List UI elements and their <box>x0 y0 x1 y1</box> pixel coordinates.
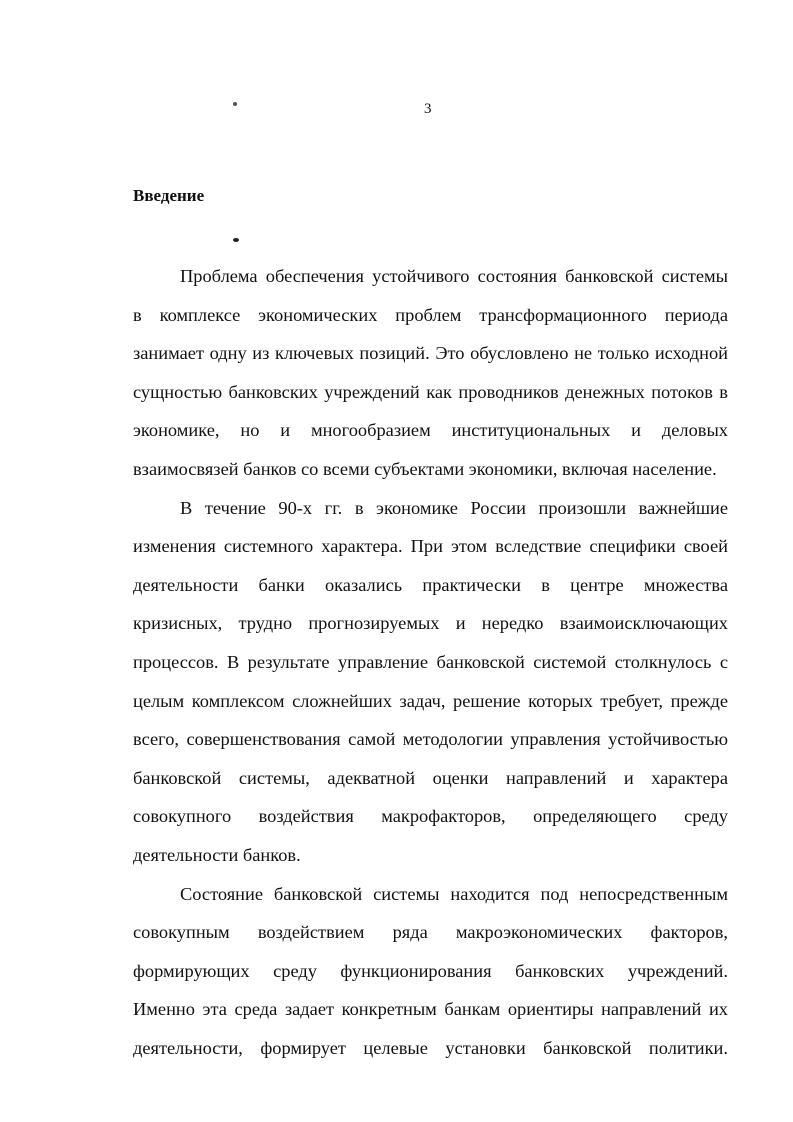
text-line: взаимосвязей банков со всеми субъектами экономики, включая население. <box>133 458 717 479</box>
text-line: изменения системного характера. При этом вследствие специфики своей <box>133 536 728 557</box>
text-line: деятельности банки оказались практически в центре множества <box>133 574 728 595</box>
text-line: деятельности, формирует целевые установки банковской политики. <box>133 1037 728 1058</box>
text-line: В течение 90-х гг. в экономике России произошли важнейшие <box>180 497 728 518</box>
document-body <box>133 257 728 1067</box>
text-line: банковской системы, адекватной оценки направлений и характера <box>133 767 728 788</box>
text-line: совокупным воздействием ряда макроэкономических факторов, <box>133 922 728 943</box>
text-line: экономике, но и многообразием институциональных и деловых <box>133 420 728 441</box>
text-line: совокупного воздействия макрофакторов, определяющего среду <box>133 806 728 827</box>
paragraph-3 <box>133 875 728 1068</box>
text-line: Именно эта среда задает конкретным банкам ориентиры направлений их <box>133 999 728 1020</box>
text-line: Проблема обеспечения устойчивого состояния банковской системы <box>180 266 728 286</box>
section-heading: Введение <box>133 186 205 205</box>
scan-speck <box>233 238 239 242</box>
text-line: процессов. В результате управление банковской системой столкнулось с <box>133 651 728 672</box>
text-line: занимает одну из ключевых позиций. Это обусловлено не только исходной <box>133 343 728 364</box>
text-line: Состояние банковской системы находится под непосредственным <box>180 883 728 904</box>
paragraph-2 <box>133 489 728 875</box>
text-line: всего, совершенствования самой методологии управления устойчивостью <box>133 729 728 750</box>
text-line: целым комплексом сложнейших задач, решение которых требует, прежде <box>133 690 728 711</box>
scan-speck <box>233 102 237 106</box>
text-line: деятельности банков. <box>133 844 301 865</box>
paragraph-1 <box>133 257 728 489</box>
page-number: 3 <box>424 101 432 117</box>
text-line: кризисных, трудно прогнозируемых и нередко взаимоисключающих <box>133 613 728 634</box>
text-line: формирующих среду функционирования банковских учреждений. <box>133 960 728 981</box>
text-line: в комплексе экономических проблем трансформационного периода <box>133 304 728 325</box>
text-line: сущностью банковских учреждений как проводников денежных потоков в <box>133 381 728 402</box>
